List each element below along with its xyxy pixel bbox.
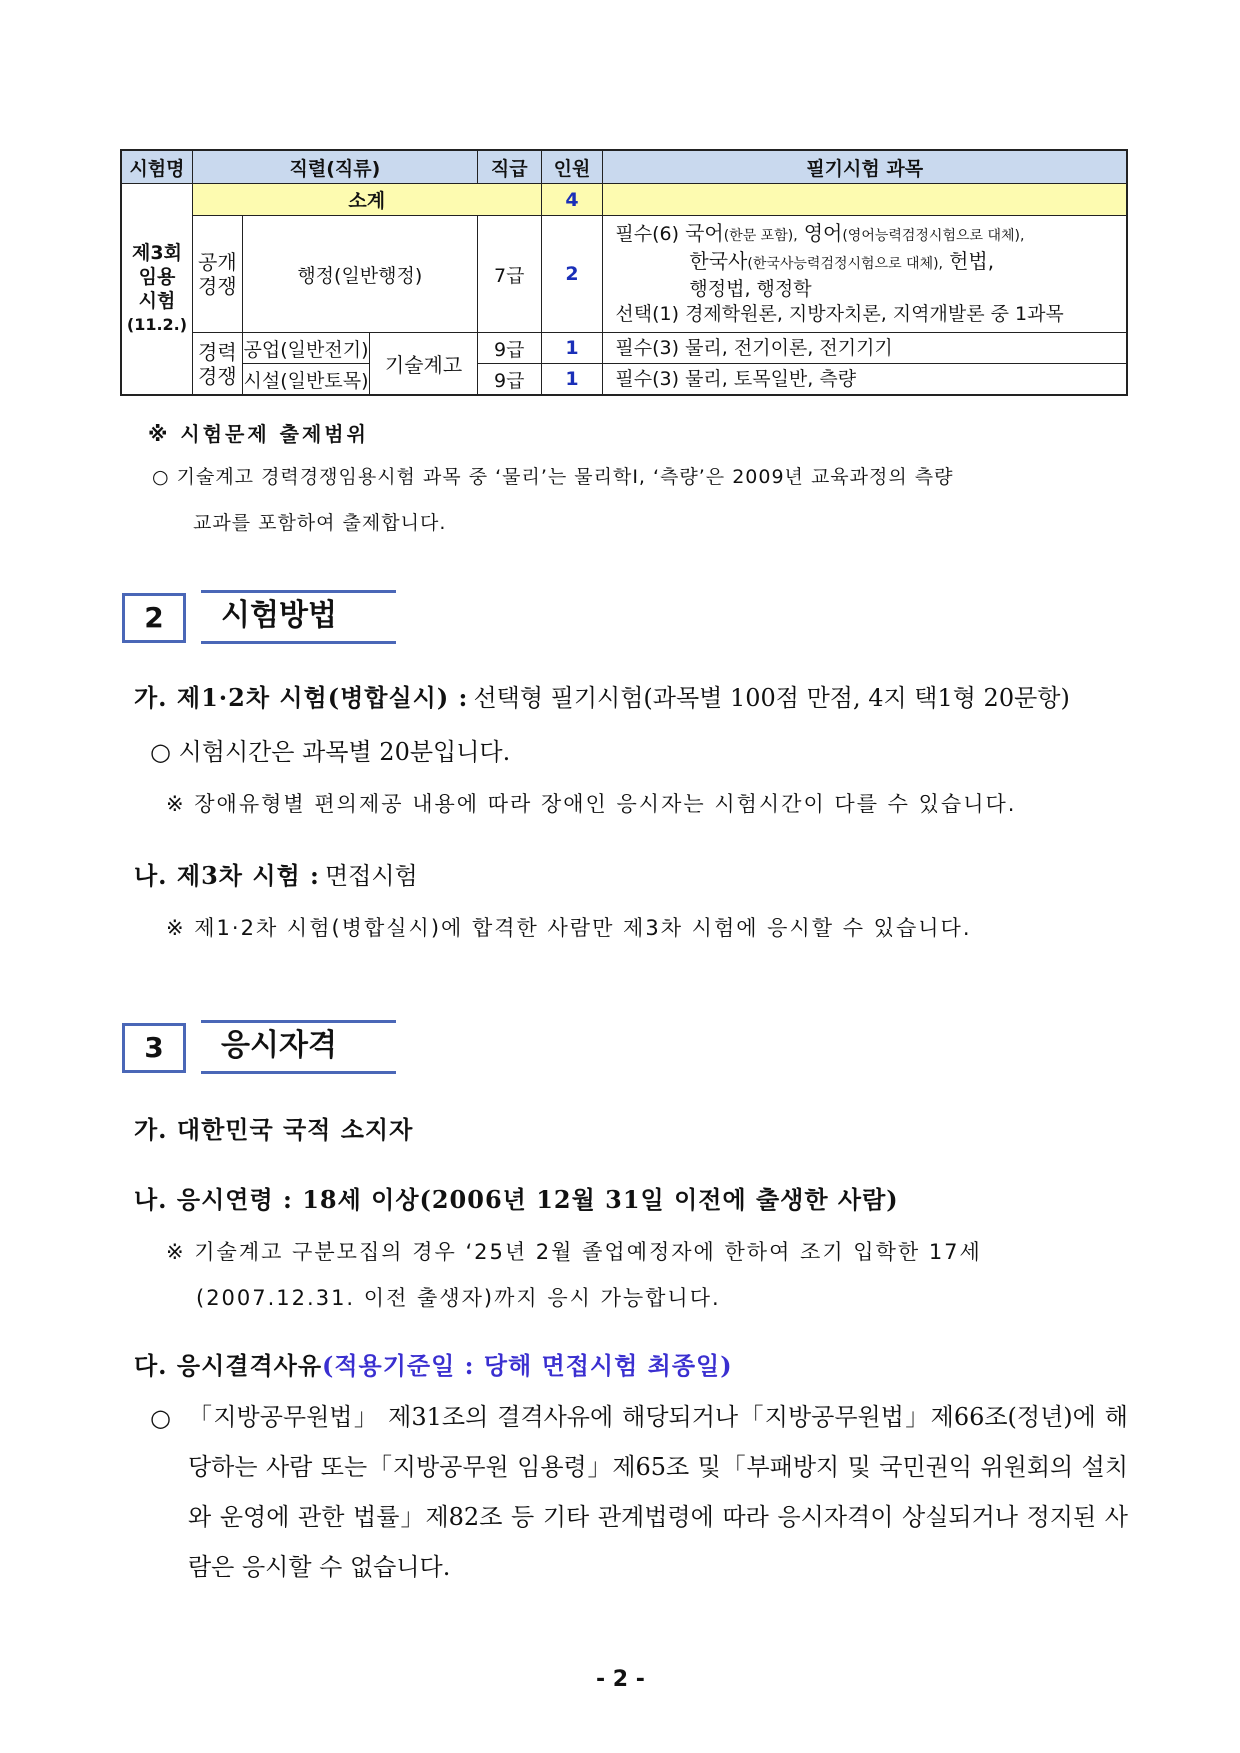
subject-constitution: 헌법, [949,249,995,273]
section-title: 응시자격 [201,1020,396,1074]
item-label: 나. 제3차 시험 : [134,861,320,890]
subjects-cell [603,364,1127,396]
count-cell: 1 [541,364,603,396]
table-row [121,333,1127,364]
subject-history: 한국사 [689,249,748,273]
optional-subjects: 경제학원론, 지방자치론, 지역개발론 중 1과목 [685,303,1064,325]
bullet-mark: ○ [150,1404,171,1432]
subtotal-label: 소계 [192,184,541,216]
section-number: 2 [122,593,186,643]
open-competition-cell [192,216,242,333]
required-subjects: 물리, 토목일반, 측량 [685,367,857,390]
item-label: 가. 제1·2차 시험(병합실시) : [134,683,469,712]
note-line: ※ 장애유형별 편의제공 내용에 따라 장애인 응시자는 시험시간이 다를 수 있습니다. [166,792,1017,816]
disqualification-paragraph: 「지방공무원법」 제31조의 결격사유에 해당되거나「지방공무원법」제66조(정년)에 해당하는 사람 또는「지방공무원 임용령」제65조 및「부패방지 및 국민권익 위원회의 설치와 운영에 관한 법률」제82조 등 기타 관계법령에 따라 응시자격이 상실되거나 정지된 사람은 응시할 수 없습니다. [188,1403,1128,1581]
note-line: ○ 기술계고 경력경쟁임용시험 과목 중 ‘물리’는 물리학Ⅰ, ‘측량’은 2009년 교육과정의 측량 [152,466,954,488]
subject-note: (영어능력검정시험으로 대체), [842,228,1025,244]
page-number: - 2 - [596,1667,645,1692]
section3-item-b: 나. 응시연령 : 18세 이상(2006년 12월 31일 이전에 출생한 사람) [134,1185,899,1214]
series-cell: 시설(일반토목) [242,364,370,396]
subject-note: (한문 포함), [723,228,798,244]
optional-label: 선택(1) [615,303,680,325]
career-competition-line: 경쟁 [198,363,237,388]
exam-name-line: (11.2.) [126,315,188,334]
subject-note: (한국사능력검정시험으로 대체), [747,256,944,272]
exam-name-line: 시험 [138,290,176,312]
required-label: 필수(6) [615,223,680,245]
subtotal-blank [603,184,1127,216]
note-line: ※ 기술계고 구분모집의 경우 ‘25년 2월 졸업예정자에 한하여 조기 입학한 17세 [166,1240,982,1264]
section-number: 3 [122,1023,186,1073]
section-title: 시험방법 [201,590,396,644]
count-cell: 2 [541,216,603,333]
subject-line: 행정법, 행정학 [689,278,812,300]
bullet-line: ○ 시험시간은 과목별 20분입니다. [150,738,511,766]
item-highlight: (적용기준일 : 당해 면접시험 최종일) [322,1351,733,1380]
series-cell: 행정(일반행정) [242,216,477,333]
required-label: 필수(3) [615,367,680,390]
subject-korean: 국어 [685,221,724,245]
required-label: 필수(3) [615,336,680,359]
series-cell: 공업(일반전기) [242,333,370,364]
item-text: 면접시험 [325,862,418,890]
table-header-row [121,150,1127,184]
header-exam-name: 시험명 [121,150,192,184]
subjects-cell [603,216,1127,333]
exam-name-cell [121,184,192,396]
grade-cell: 9급 [477,333,541,364]
note-line: 교과를 포함하여 출제합니다. [193,512,447,534]
exam-name-line: 임용 [138,266,176,288]
section2-item-a [134,678,1070,713]
section2-item-b [134,856,418,891]
subtotal-count: 4 [541,184,603,216]
career-competition-line: 경력 [198,339,237,364]
subjects-cell [603,333,1127,364]
subject-line [615,302,1120,327]
note-line: ※ 제1·2차 시험(병합실시)에 합격한 사람만 제3차 시험에 응시할 수 있습니다. [166,916,972,940]
item-text: 선택형 필기시험(과목별 100점 만점, 4지 택1형 20문항) [473,684,1070,712]
section3-item-a: 가. 대한민국 국적 소지자 [134,1115,414,1144]
item-label: 다. 응시결격사유 [134,1351,322,1380]
table-row [121,364,1127,396]
grade-cell: 7급 [477,216,541,333]
header-subjects: 필기시험 과목 [603,150,1127,184]
table-subtotal-row [121,184,1127,216]
subject-line [615,249,1120,277]
note-line: (2007.12.31. 이전 출생자)까지 응시 가능합니다. [196,1286,721,1310]
required-subjects: 물리, 전기이론, 전기기기 [685,336,893,359]
exam-subject-table [120,149,1128,396]
subject-english: 영어 [803,221,843,245]
header-count: 인원 [541,150,603,184]
open-competition-line: 공개 [198,250,237,274]
career-competition-cell [192,333,242,396]
sub-group-cell: 기술계고 [370,333,478,396]
header-series: 직렬(직류) [192,150,477,184]
exam-name-line: 제3회 [132,242,182,264]
count-cell: 1 [541,333,603,364]
subject-line [615,221,1120,249]
open-competition-line: 경쟁 [198,274,237,298]
note-title: ※ 시험문제 출제범위 [148,422,369,446]
grade-cell: 9급 [477,364,541,396]
section3-item-c [134,1346,733,1381]
header-grade: 직급 [477,150,541,184]
table-row [121,216,1127,333]
